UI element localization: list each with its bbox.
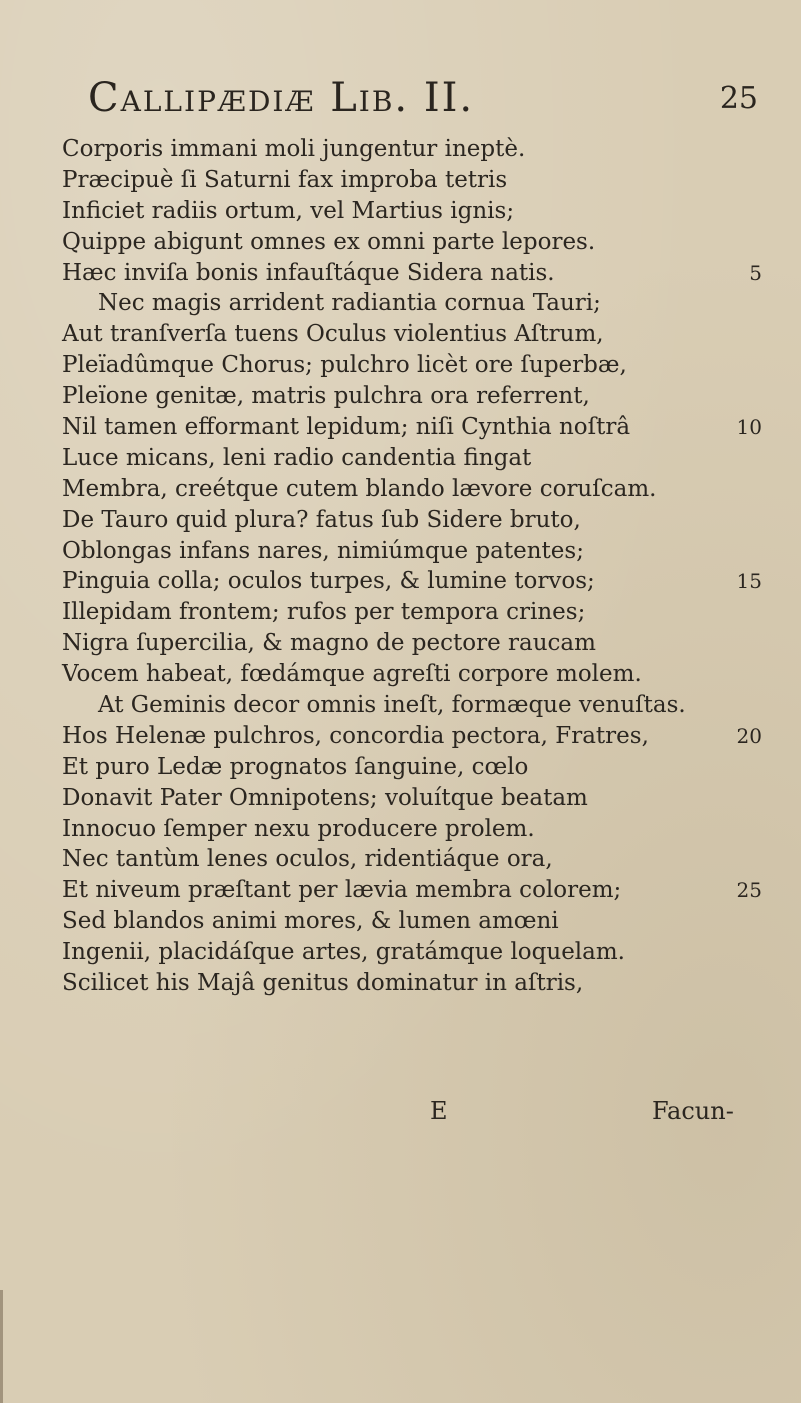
verse-line — [62, 412, 762, 443]
verse-line — [62, 381, 762, 412]
line-number: 20 — [736, 723, 762, 748]
verse-line — [62, 196, 762, 227]
verse-line — [62, 319, 762, 350]
verse-line — [62, 783, 762, 814]
verse-line — [62, 844, 762, 875]
verse-text: Innocuo ſemper nexu producere prolem. — [62, 815, 535, 842]
verse-text: Nec tantùm lenes oculos, ridentiáque ora, — [62, 846, 553, 873]
verse-text: Pleïone genitæ, matris pulchra ora referrent, — [62, 383, 590, 410]
verse-line — [62, 597, 762, 628]
page-edge-shadow — [0, 1290, 3, 1403]
page-number: 25 — [719, 81, 758, 116]
line-number: 25 — [736, 878, 762, 903]
verse-text: Luce micans, leni radio candentia fingat — [62, 444, 532, 471]
verse-text: Pinguia colla; oculos turpes, & lumine torvos; — [62, 568, 595, 595]
verse-text: At Geminis decor omnis ineſt, formæque venuſtas. — [98, 692, 686, 719]
verse-text: Vocem habeat, fœdámque agreſti corpore molem. — [62, 661, 642, 688]
line-number: 10 — [736, 415, 762, 440]
verse-block — [62, 134, 762, 999]
verse-text: Præcipuè ſi Saturni fax improba tetris — [62, 166, 508, 193]
verse-line — [62, 906, 762, 937]
verse-line — [62, 134, 762, 165]
verse-text: Quippe abigunt omnes ex omni parte lepores. — [62, 228, 596, 255]
verse-text: Pleïadûmque Chorus; pulchro licèt ore ſuperbæ, — [62, 352, 627, 379]
verse-line — [62, 937, 762, 968]
verse-text: Illepidam frontem; rufos per tempora crines; — [62, 599, 586, 626]
verse-text: Inficiet radiis ortum, vel Martius ignis; — [62, 197, 515, 224]
verse-text: Ingenii, placidáſque artes, gratámque loquelam. — [62, 939, 625, 966]
verse-text: Oblongas infans nares, nimiúmque patentes; — [62, 537, 584, 564]
verse-line — [62, 628, 762, 659]
verse-text: Corporis immani moli jungentur ineptè. — [62, 136, 526, 162]
verse-line — [62, 814, 762, 845]
verse-text: Donavit Pater Omnipotens; voluítque beatam — [62, 784, 588, 811]
verse-text: Hæc inviſa bonis infauſtáque Sidera natis. — [62, 259, 555, 286]
verse-line — [62, 875, 762, 906]
verse-line — [62, 505, 762, 536]
verse-line — [62, 721, 762, 752]
verse-line — [62, 350, 762, 381]
verse-text: Nigra ſupercilia, & magno de pectore raucam — [62, 630, 596, 657]
verse-text: Sed blandos animi mores, & lumen amœni — [62, 908, 559, 935]
verse-line — [62, 659, 762, 690]
verse-text: Nil tamen efformant lepidum; niſi Cynthia noſtrâ — [62, 414, 631, 441]
verse-text: Hos Helenæ pulchros, concordia pectora, Fratres, — [62, 722, 649, 749]
verse-text: Scilicet his Majâ genitus dominatur in aſtris, — [62, 970, 584, 997]
page-footer — [0, 1097, 801, 1131]
verse-line — [62, 443, 762, 474]
verse-line — [62, 968, 762, 999]
verse-line — [62, 165, 762, 196]
line-number: 15 — [736, 569, 762, 594]
catchword: Facun- — [652, 1097, 734, 1125]
verse-text: Nec magis arrident radiantia cornua Tauri; — [98, 290, 601, 317]
verse-line — [62, 752, 762, 783]
page-header — [88, 75, 778, 123]
verse-text: Et puro Ledæ prognatos ſanguine, cœlo — [62, 753, 529, 780]
verse-line — [62, 690, 762, 721]
verse-text: De Tauro quid plura? fatus ſub Sidere bruto, — [62, 506, 581, 533]
verse-text: Membra, creétque cutem blando lævore coruſcam. — [62, 475, 657, 502]
running-head: Callipædiæ Lib. II. — [88, 75, 475, 121]
verse-line — [62, 227, 762, 258]
verse-line — [62, 474, 762, 505]
line-number: 5 — [749, 260, 762, 285]
verse-line — [62, 258, 762, 289]
verse-line — [62, 566, 762, 597]
verse-line — [62, 536, 762, 567]
signature-mark: E — [430, 1097, 448, 1125]
verse-text: Et niveum præſtant per lævia membra colorem; — [62, 877, 622, 904]
verse-text: Aut tranſverſa tuens Oculus violentius Aſtrum, — [62, 321, 604, 348]
verse-line — [62, 288, 762, 319]
